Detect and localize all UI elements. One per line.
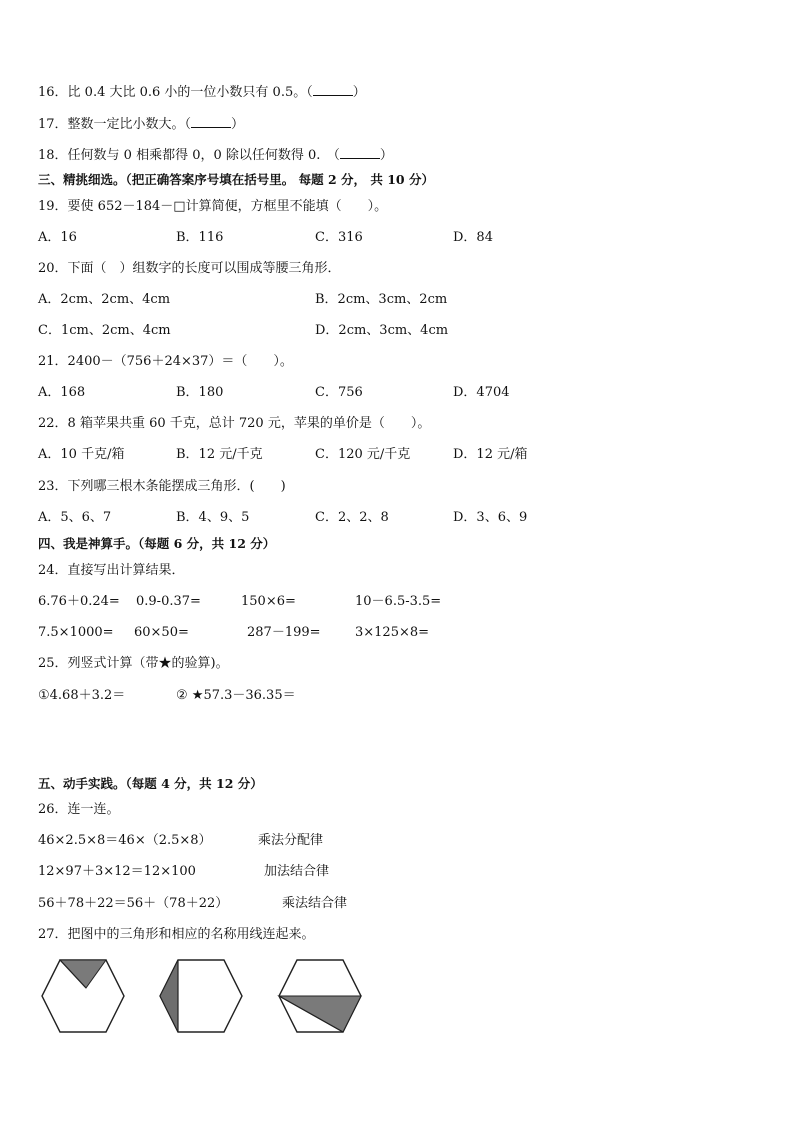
answer-blank[interactable]	[340, 147, 380, 159]
option-c[interactable]: C．756	[315, 385, 363, 400]
hexagon-figure-3[interactable]	[275, 958, 365, 1036]
option-b[interactable]: B．180	[176, 385, 224, 400]
question-27-stem: 27．把图中的三角形和相应的名称用线连起来。	[38, 927, 315, 942]
calc-item: 287－199=	[247, 625, 321, 640]
option-c[interactable]: C．1cm、2cm、4cm	[38, 323, 171, 338]
question-18: 18．任何数与 0 相乘都得 0，0 除以任何数得 0. （ ）	[38, 148, 393, 163]
question-26-stem: 26．连一连。	[38, 802, 120, 817]
answer-blank[interactable]	[191, 116, 231, 128]
option-a[interactable]: A．2cm、2cm、4cm	[38, 292, 171, 307]
section-3-heading: 三、精挑细选。（把正确答案序号填在括号里。 每题 2 分， 共 10 分）	[38, 172, 434, 187]
option-d[interactable]: D．84	[453, 230, 493, 245]
question-18-text: 18．任何数与 0 相乘都得 0，0 除以任何数得 0. （	[38, 148, 340, 163]
option-c[interactable]: C．2、2、8	[315, 510, 389, 525]
question-25-stem: 25．列竖式计算（带★的验算)。	[38, 656, 229, 671]
question-24-stem: 24．直接写出计算结果．	[38, 563, 185, 578]
option-b[interactable]: B．2cm、3cm、2cm	[315, 292, 448, 307]
equation-left[interactable]: 56＋78＋22＝56＋（78＋22）	[38, 896, 229, 911]
question-17: 17．整数一定比小数大。（ ）	[38, 117, 245, 132]
question-16-text: 16．比 0.4 大比 0.6 小的一位小数只有 0.5。（	[38, 85, 313, 100]
question-21-stem: 21．2400－（756＋24×37）＝（ ）。	[38, 354, 293, 369]
question-20-stem: 20．下面（ ）组数字的长度可以围成等腰三角形．	[38, 261, 341, 276]
option-d[interactable]: D．2cm、3cm、4cm	[315, 323, 449, 338]
calc-item: 10－6.5-3.5=	[355, 594, 442, 609]
option-d[interactable]: D．12 元/箱	[453, 447, 528, 462]
calc-item: 150×6=	[241, 594, 296, 609]
question-17-text: 17．整数一定比小数大。（	[38, 117, 192, 132]
calc-item: 60×50=	[134, 625, 189, 640]
option-a[interactable]: A．5、6、7	[38, 510, 112, 525]
question-16: 16．比 0.4 大比 0.6 小的一位小数只有 0.5。（ ）	[38, 85, 366, 100]
option-b[interactable]: B．4、9、5	[176, 510, 250, 525]
calc-item: 7.5×1000=	[38, 625, 114, 640]
calc-item: 6.76＋0.24=	[38, 594, 120, 609]
option-b[interactable]: B．116	[176, 230, 224, 245]
law-name[interactable]: 加法结合律	[264, 864, 330, 879]
vertical-calc-item: ② ★57.3－36.35＝	[176, 688, 296, 703]
option-a[interactable]: A．168	[38, 385, 86, 400]
hexagon-figure-1[interactable]	[38, 958, 128, 1036]
hexagon-figure-2[interactable]	[156, 958, 246, 1036]
vertical-calc-item: ①4.68＋3.2＝	[38, 688, 126, 703]
option-b[interactable]: B．12 元/千克	[176, 447, 263, 462]
section-4-heading: 四、我是神算手。（每题 6 分，共 12 分）	[38, 536, 276, 551]
shaded-triangle-icon	[160, 960, 178, 1032]
option-a[interactable]: A．10 千克/箱	[38, 447, 125, 462]
calc-item: 3×125×8=	[355, 625, 430, 640]
option-d[interactable]: D．4704	[453, 385, 510, 400]
question-19-stem: 19．要使 652－184－□计算简便，方框里不能填（ ）。	[38, 199, 388, 214]
section-5-heading: 五、动手实践。（每题 4 分，共 12 分）	[38, 776, 263, 791]
calc-item: 0.9-0.37=	[136, 594, 201, 609]
answer-blank[interactable]	[313, 84, 353, 96]
question-22-stem: 22．8 箱苹果共重 60 千克，总计 720 元，苹果的单价是（ ）。	[38, 416, 431, 431]
option-d[interactable]: D．3、6、9	[453, 510, 528, 525]
option-c[interactable]: C．316	[315, 230, 363, 245]
equation-left[interactable]: 12×97＋3×12＝12×100	[38, 864, 196, 879]
option-a[interactable]: A．16	[38, 230, 77, 245]
equation-left[interactable]: 46×2.5×8＝46×（2.5×8）	[38, 833, 212, 848]
question-23-stem: 23．下列哪三根木条能摆成三角形．( )	[38, 479, 286, 494]
option-c[interactable]: C．120 元/千克	[315, 447, 411, 462]
law-name[interactable]: 乘法分配律	[258, 833, 324, 848]
law-name[interactable]: 乘法结合律	[282, 896, 348, 911]
